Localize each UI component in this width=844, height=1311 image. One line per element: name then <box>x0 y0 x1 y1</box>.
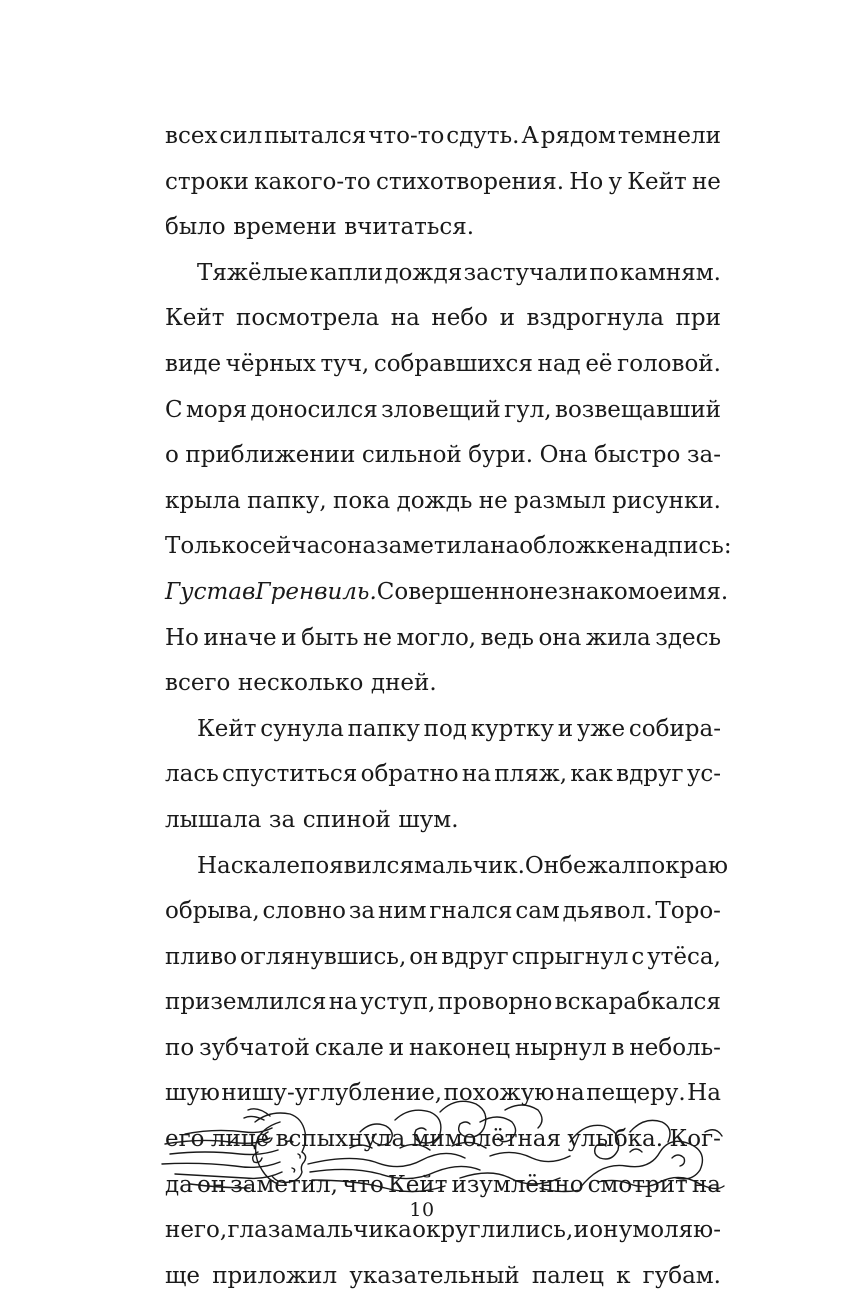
text-line <box>165 752 721 798</box>
text-line <box>165 205 721 251</box>
word: улыбка. <box>567 1126 664 1153</box>
word: Ког- <box>669 1126 721 1153</box>
word: мальчик. <box>413 852 525 879</box>
word: утёса, <box>647 943 721 970</box>
word: куртку <box>470 715 554 742</box>
word: Совершенно <box>376 578 529 605</box>
word: несколько <box>237 670 364 697</box>
word: Гренвиль. <box>255 578 377 605</box>
word: словно <box>262 898 347 925</box>
word: оглянувшись, <box>240 943 407 970</box>
word: головой. <box>617 350 721 377</box>
word: что-то <box>368 123 445 149</box>
word: сам <box>515 898 560 925</box>
word: о <box>165 442 179 469</box>
word: изумлённо <box>451 1171 584 1198</box>
word: приближении <box>185 442 356 469</box>
word: сунула <box>260 715 344 742</box>
word: гнался <box>429 898 513 925</box>
word: спуститься <box>222 761 358 788</box>
text-line <box>165 342 721 388</box>
word: к <box>616 1262 631 1289</box>
word: небо <box>431 305 489 332</box>
word: папку, <box>247 487 327 514</box>
word: На <box>197 852 231 879</box>
word: него, <box>165 1217 228 1244</box>
word: в <box>611 1034 625 1061</box>
word: губам. <box>642 1262 721 1289</box>
word: мальчика <box>294 1217 412 1244</box>
text-line <box>165 661 721 707</box>
word: посмотрела <box>236 305 380 332</box>
word: не <box>478 487 508 514</box>
word: гул, <box>504 396 552 423</box>
word: заметил, <box>230 1171 338 1198</box>
word: Густав <box>165 578 256 605</box>
word: ведь <box>480 624 534 651</box>
word: Но <box>165 624 199 651</box>
text-line <box>165 524 732 570</box>
word: возвещавший <box>555 396 721 423</box>
word: темнели <box>617 123 721 149</box>
word: шум. <box>398 806 459 833</box>
text-line <box>165 433 721 479</box>
word: пытался <box>264 123 367 149</box>
wind-and-waves-ornament-icon <box>160 1092 726 1202</box>
word: по <box>589 259 619 286</box>
word: Торо- <box>655 898 721 925</box>
word: обрыва, <box>165 898 260 925</box>
word: надпись: <box>624 533 732 560</box>
word: у <box>608 168 622 195</box>
word: строки <box>165 168 249 195</box>
word: уже <box>576 715 626 742</box>
word: ним <box>377 898 427 925</box>
word: нырнул <box>514 1034 607 1061</box>
word: вчитаться. <box>344 214 475 241</box>
word: Только <box>165 533 250 560</box>
word: неболь- <box>629 1034 721 1061</box>
word: краю <box>665 852 729 879</box>
word: собира- <box>628 715 721 742</box>
word: ще <box>165 1262 200 1289</box>
word: камням. <box>619 259 721 286</box>
word: иначе <box>203 624 277 651</box>
text-line <box>165 251 721 297</box>
text-line <box>165 616 721 662</box>
text-line <box>165 889 721 935</box>
word: дождь <box>396 487 473 514</box>
text-line <box>165 296 721 342</box>
word: что <box>342 1171 384 1198</box>
word: было <box>165 214 226 241</box>
word: на <box>328 989 358 1016</box>
word: умоляю- <box>618 1217 721 1244</box>
word: шую <box>165 1080 220 1107</box>
word: ус- <box>686 761 721 788</box>
word: бури. <box>468 442 534 469</box>
word: туч, <box>320 350 370 377</box>
word: за <box>348 898 376 925</box>
word: да <box>165 1171 193 1198</box>
word: незнакомое <box>529 578 674 605</box>
word: как <box>570 761 613 788</box>
word: дождя <box>384 259 463 286</box>
word: округлились, <box>412 1217 574 1244</box>
text-line <box>165 114 721 160</box>
word: и <box>499 305 515 332</box>
word: пока <box>332 487 391 514</box>
word: быть <box>301 624 359 651</box>
word: он <box>409 943 439 970</box>
word: вскарабкался <box>554 989 721 1016</box>
text-line <box>165 935 721 981</box>
word: стихотворения. <box>375 168 565 195</box>
text-line <box>165 479 721 525</box>
word: появился <box>299 852 414 879</box>
word: смотрит <box>587 1171 688 1198</box>
word: уступ, <box>360 989 436 1016</box>
word: он <box>589 1217 619 1244</box>
word: капли <box>309 259 383 286</box>
word: палец <box>531 1262 604 1289</box>
word: вспыхнула <box>275 1126 406 1153</box>
word: за- <box>686 442 721 469</box>
word: над <box>537 350 581 377</box>
word: здесь <box>655 624 721 651</box>
word: какого-то <box>254 168 371 195</box>
word: сильной <box>361 442 462 469</box>
word: бежал <box>559 852 637 879</box>
word: всего <box>165 670 231 697</box>
word: мимолётная <box>411 1126 562 1153</box>
word: не <box>691 168 721 195</box>
word: она <box>333 533 377 560</box>
word: сил <box>219 123 263 149</box>
word: дьявол. <box>562 898 653 925</box>
word: вздрогнула <box>526 305 664 332</box>
word: обратно <box>360 761 459 788</box>
word: его <box>165 1126 205 1153</box>
word: вдруг <box>441 943 509 970</box>
word: крыла <box>165 487 241 514</box>
word: и <box>573 1217 589 1244</box>
word: могло, <box>396 624 477 651</box>
word: застучали <box>463 259 588 286</box>
word: Кейт <box>627 168 687 195</box>
word: чёрных <box>225 350 316 377</box>
word: моря <box>185 396 247 423</box>
word: всех <box>165 123 218 149</box>
word: указательный <box>349 1262 520 1289</box>
text-line <box>165 980 721 1026</box>
word: по <box>636 852 666 879</box>
word: на <box>490 533 520 560</box>
word: приземлился <box>165 989 327 1016</box>
text-line <box>165 798 721 844</box>
text-line <box>165 707 721 753</box>
word: и <box>388 1034 405 1061</box>
word: дней. <box>370 670 437 697</box>
word: быстро <box>594 442 681 469</box>
word: пещеру. <box>586 1080 686 1107</box>
text-line <box>165 1026 721 1072</box>
word: он <box>196 1171 227 1198</box>
word: Кейт <box>165 305 225 332</box>
word: собравшихся <box>373 350 533 377</box>
word: виде <box>165 350 222 377</box>
word: рисунки. <box>612 487 721 514</box>
word: нишу-углубление, <box>221 1080 443 1107</box>
word: зубчатой <box>199 1034 310 1061</box>
word: пливо <box>165 943 238 970</box>
word: её <box>585 350 613 377</box>
word: лышала <box>165 806 262 833</box>
word: наконец <box>408 1034 510 1061</box>
word: скале <box>314 1034 384 1061</box>
word: рядом <box>540 123 616 149</box>
word: сдуть. <box>446 123 520 149</box>
word: Он <box>524 852 560 879</box>
word: Кейт <box>197 715 257 742</box>
word: лице <box>210 1126 270 1153</box>
word: заметила <box>376 533 491 560</box>
word: С <box>165 396 183 423</box>
word: обложке <box>519 533 625 560</box>
word: она <box>538 624 582 651</box>
word: А <box>521 123 539 149</box>
text-line <box>165 844 729 890</box>
word: спиной <box>302 806 391 833</box>
word: Кейт <box>387 1171 448 1198</box>
word: под <box>423 715 467 742</box>
word: при <box>675 305 721 332</box>
word: на <box>461 761 491 788</box>
word: Она <box>539 442 588 469</box>
word: сейчас <box>249 533 334 560</box>
word: не <box>363 624 392 651</box>
word: вдруг <box>616 761 684 788</box>
word: Но <box>569 168 604 195</box>
word: лась <box>165 761 219 788</box>
word: на <box>390 305 420 332</box>
word: зловещий <box>381 396 501 423</box>
word: и <box>281 624 297 651</box>
word: и <box>557 715 574 742</box>
word: доносился <box>250 396 378 423</box>
text-line <box>165 160 721 206</box>
page-number: 10 <box>409 1199 435 1221</box>
word: за <box>268 806 296 833</box>
text-line <box>165 388 721 434</box>
text-line <box>165 1254 721 1300</box>
word: проворно <box>437 989 553 1016</box>
word: жила <box>585 624 651 651</box>
word: папку <box>347 715 420 742</box>
word: глаза <box>227 1217 295 1244</box>
word: пляж, <box>494 761 568 788</box>
word: похожую <box>443 1080 555 1107</box>
word: Тяжёлые <box>197 259 309 286</box>
word: размыл <box>514 487 606 514</box>
word: приложил <box>212 1262 338 1289</box>
word: На <box>687 1080 721 1107</box>
word: имя. <box>673 578 729 605</box>
word: по <box>165 1034 195 1061</box>
word: спрыгнул <box>511 943 629 970</box>
word: времени <box>233 214 337 241</box>
word: на <box>555 1080 585 1107</box>
word: на <box>691 1171 721 1198</box>
text-line <box>165 570 729 616</box>
word: скале <box>230 852 300 879</box>
word: с <box>631 943 645 970</box>
